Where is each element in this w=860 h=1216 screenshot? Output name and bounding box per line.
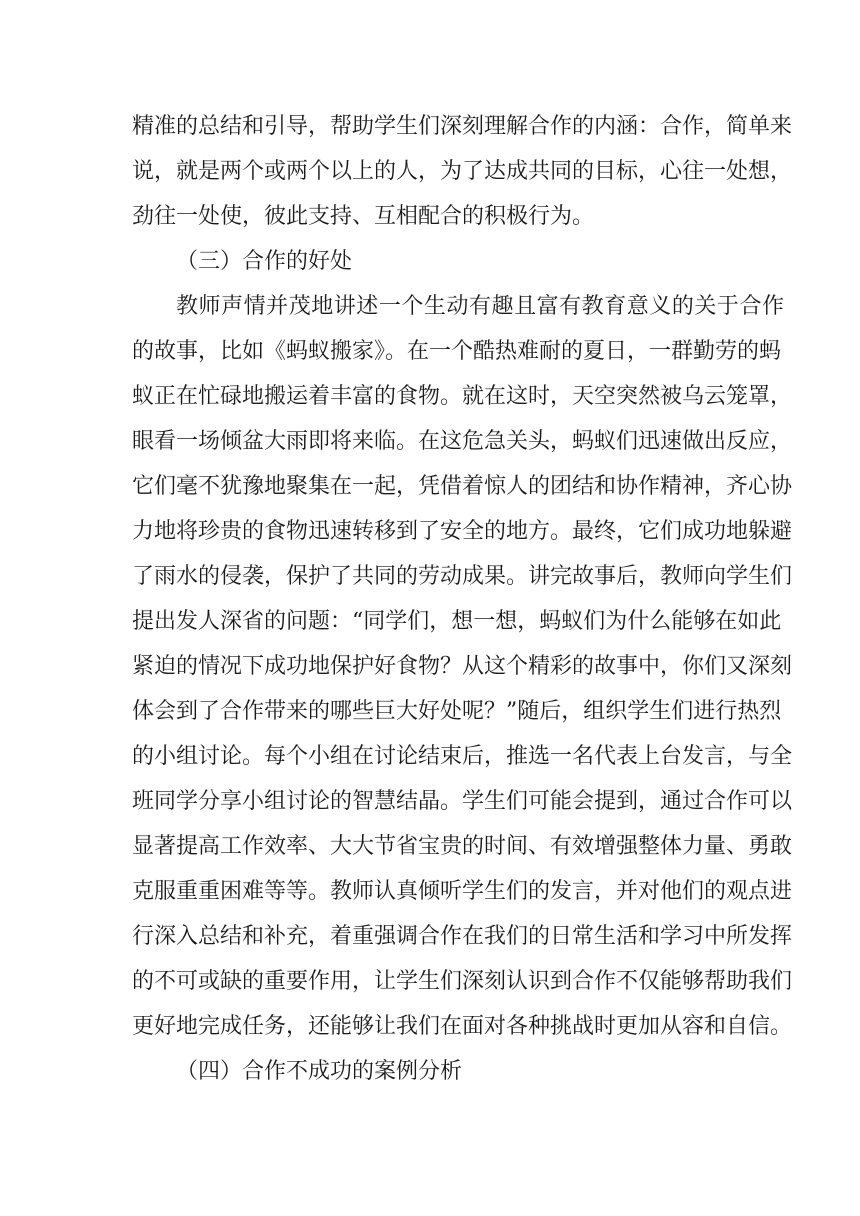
text-line: 教师声情并茂地讲述一个生动有趣且富有教育意义的关于合作 bbox=[176, 294, 784, 319]
text-line: 劲往一处使，彼此支持、互相配合的积极行为。 bbox=[132, 204, 595, 229]
text-line: 力地将珍贵的食物迅速转移到了安全的地方。最终，它们成功地躲避 bbox=[132, 519, 793, 544]
text-line: 眼看一场倾盆大雨即将来临。在这危急关头，蚂蚁们迅速做出反应， bbox=[132, 429, 793, 454]
text-line: 紧迫的情况下成功地保护好食物？从这个精彩的故事中，你们又深刻 bbox=[132, 654, 793, 679]
text-line: 的小组讨论。每个小组在讨论结束后，推选一名代表上台发言，与全 bbox=[132, 744, 793, 769]
text-line: 体会到了合作带来的哪些巨大好处呢？”随后，组织学生们进行热烈 bbox=[132, 699, 782, 724]
text-line: 显著提高工作效率、大大节省宝贵的时间、有效增强整体力量、勇敢 bbox=[132, 834, 793, 859]
text-line: 班同学分享小组讨论的智慧结晶。学生们可能会提到，通过合作可以 bbox=[132, 789, 793, 814]
heading-text: （四）合作不成功的案例分析 bbox=[176, 1059, 463, 1084]
text-line: 蚁正在忙碌地搬运着丰富的食物。就在这时，天空突然被乌云笼罩， bbox=[132, 384, 793, 409]
text-line: 它们毫不犹豫地聚集在一起，凭借着惊人的团结和协作精神，齐心协 bbox=[132, 474, 793, 499]
text-line: 的不可或缺的重要作用，让学生们深刻认识到合作不仅能够帮助我们 bbox=[132, 969, 793, 994]
text-line: 行深入总结和补充，着重强调合作在我们的日常生活和学习中所发挥 bbox=[132, 924, 793, 949]
text-line: 了雨水的侵袭，保护了共同的劳动成果。讲完故事后，教师向学生们 bbox=[132, 564, 793, 589]
text-line: 克服重重困难等等。教师认真倾听学生们的发言，并对他们的观点进 bbox=[132, 879, 793, 904]
text-line: 提出发人深省的问题：“同学们，想一想，蚂蚁们为什么能够在如此 bbox=[132, 609, 782, 634]
text-line: 更好地完成任务，还能够让我们在面对各种挑战时更加从容和自信。 bbox=[132, 1014, 793, 1039]
text-line: 精准的总结和引导，帮助学生们深刻理解合作的内涵：合作，简单来 bbox=[132, 114, 793, 139]
heading-text: （三）合作的好处 bbox=[176, 249, 353, 274]
text-line: 的故事，比如《蚂蚁搬家》。在一个酷热难耐的夏日，一群勤劳的蚂 bbox=[132, 339, 782, 364]
text-line: 说，就是两个或两个以上的人，为了达成共同的目标，心往一处想， bbox=[132, 159, 793, 184]
